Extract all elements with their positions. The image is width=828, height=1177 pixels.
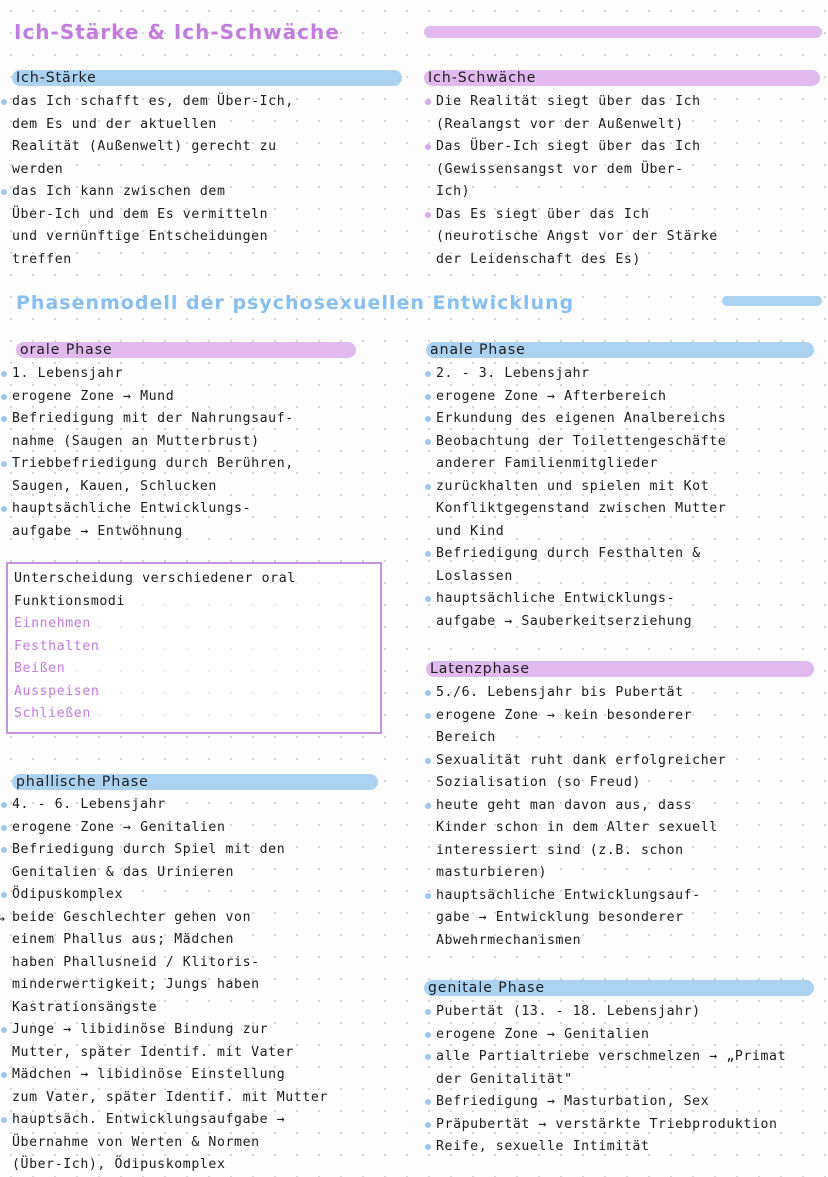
heading-orale-phase: orale Phase [16,342,356,358]
title2-underline-bar [722,296,822,306]
ich-schwaeche-line: (Gewissensangst vor dem Über- [436,161,684,177]
ich-schwaeche-line: Die Realität siegt über das Ich [424,91,718,114]
ich-staerke-line: und vernünftige Entscheidungen [12,229,269,244]
genitale-line: alle Partialtriebe verschmelzen → „Primat [424,1046,786,1069]
phallische-line: Ödipuskomplex [0,884,328,907]
orale-line: Saugen, Kauen, Schlucken [12,478,217,494]
phallische-line: minderwertigkeit; Jungs haben [12,977,260,992]
ich-staerke-line: dem Es und der aktuellen [12,116,217,132]
ich-staerke-line: werden [12,161,64,177]
phallische-line: haben Phallusneid / Klitoris- [12,954,260,970]
phallische-line: Mutter, später Identif. mit Vater [12,1044,294,1060]
anale-line: hauptsächliche Entwicklungs- [424,588,726,611]
anale-line: Beobachtung der Toilettengeschäfte [424,431,726,454]
latenz-line: gabe → Entwicklung besonderer [436,910,684,925]
ich-staerke-list [0,91,294,271]
ich-schwaeche-line: Ich) [436,184,471,199]
genitale-line: Befriedigung → Masturbation, Sex [424,1091,786,1114]
orale-line: erogene Zone → Mund [0,386,294,409]
phallische-line: einem Phallus aus; Mädchen [12,932,235,947]
latenz-line: interessiert sind (z.B. schon [436,842,684,858]
ich-staerke-line: das Ich schafft es, dem Über-Ich, [0,91,294,114]
anale-line: 2. - 3. Lebensjahr [424,363,726,386]
anale-line: Erkundung des eigenen Analbereichs [424,408,726,431]
anale-line: anderer Familienmitglieder [436,456,659,471]
ich-schwaeche-line: der Leidenschaft des Es) [436,251,641,267]
ich-staerke-line: das Ich kann zwischen dem [0,181,294,204]
phallische-line: Mädchen → libidinöse Einstellung [0,1064,328,1087]
ich-schwaeche-line: (neurotische Angst vor der Stärke [436,229,718,244]
latenz-line: Kinder schon in dem Alter sexuell [436,820,718,835]
latenz-line: erogene Zone → kein besonderer [424,705,726,728]
anale-phase-list [424,363,726,633]
heading-latenzphase: Latenzphase [426,661,814,677]
latenz-line: 5./6. Lebensjahr bis Pubertät [424,682,726,705]
ich-staerke-line: Über-Ich und dem Es vermitteln [12,206,269,222]
modus-item: Festhalten [14,638,100,654]
funktionsmodi-heading: Unterscheidung verschiedener oral [14,571,296,586]
ich-schwaeche-line: Das Es siegt über das Ich [424,204,718,227]
genitale-line: Reife, sexuelle Intimität [424,1136,786,1159]
genitale-line: erogene Zone → Genitalien [424,1024,786,1047]
modus-item: Ausspeisen [14,683,100,699]
anale-line: Befriedigung durch Festhalten & [424,543,726,566]
latenz-line: heute geht man davon aus, dass [424,795,726,818]
anale-line: und Kind [436,523,505,539]
anale-line: aufgabe → Sauberkeitserziehung [436,613,693,629]
ich-staerke-line: treffen [12,251,72,267]
orale-phase-list [0,363,294,543]
phallische-line: Junge → libidinöse Bindung zur [0,1019,328,1042]
anale-line: Loslassen [436,568,513,584]
page-title-phasenmodell: Phasenmodell der psychosexuellen Entwicklung [16,292,575,314]
phallische-line: (Über-Ich), Ödipuskomplex [12,1157,226,1172]
phallische-line: zum Vater, später Identif. mit Mutter [12,1089,328,1105]
funktionsmodi-heading-2: Funktionsmodi [14,593,126,609]
orale-line: Befriedigung mit der Nahrungsauf- [0,408,294,431]
genitale-line: Pubertät (13. - 18. Lebensjahr) [424,1001,786,1024]
latenz-line: Sexualität ruht dank erfolgreicher [424,750,726,773]
orale-line: nahme (Saugen an Mutterbrust) [12,433,260,449]
orale-line: Triebbefriedigung durch Berühren, [0,453,294,476]
latenzphase-list [424,682,726,952]
heading-ich-staerke: Ich-Stärke [12,70,402,86]
anale-line: Konfliktgegenstand zwischen Mutter [436,501,727,516]
phallische-line: ↳ beide Geschlechter gehen von [0,907,328,930]
phallische-line: hauptsäch. Entwicklungsaufgabe → [0,1109,328,1132]
phallische-line: 4. - 6. Lebensjahr [0,794,328,817]
latenz-line: Bereich [436,730,496,745]
modus-item: Beißen [14,661,66,676]
ich-schwaeche-list [424,91,718,271]
modus-item: Schließen [14,706,91,721]
anale-line: erogene Zone → Afterbereich [424,386,726,409]
funktionsmodi-box [6,562,382,734]
heading-ich-schwaeche: Ich-Schwäche [424,70,820,86]
heading-phallische-phase: phallische Phase [12,774,378,790]
genitale-line: Präpubertät → verstärkte Triebproduktion [424,1114,786,1137]
anale-line: zurückhalten und spielen mit Kot [424,476,726,499]
ich-schwaeche-line: Das Über-Ich siegt über das Ich [424,136,718,159]
latenz-line: Sozialisation (so Freud) [436,775,641,790]
ich-schwaeche-line: (Realangst vor der Außenwelt) [436,116,684,132]
orale-line: aufgabe → Entwöhnung [12,523,183,539]
latenz-line: masturbieren) [436,865,548,880]
orale-line: hauptsächliche Entwicklungs- [0,498,294,521]
heading-genitale-phase: genitale Phase [424,980,814,996]
phallische-line: Übernahme von Werten & Normen [12,1134,260,1150]
latenz-line: hauptsächliche Entwicklungsauf- [424,885,726,908]
phallische-line: erogene Zone → Genitalien [0,817,328,840]
heading-anale-phase: anale Phase [426,342,814,358]
phallische-line: Kastrationsängste [12,999,158,1015]
orale-line: 1. Lebensjahr [0,363,294,386]
ich-staerke-line: Realität (Außenwelt) gerecht zu [12,139,277,154]
latenz-line: Abwehrmechanismen [436,932,582,948]
title-underline-bar [424,26,822,38]
page-title-ich-staerke: Ich-Stärke & Ich-Schwäche [14,20,340,44]
modus-item: Einnehmen [14,616,91,631]
genitale-phase-list [424,1001,786,1159]
phallische-line: Befriedigung durch Spiel mit den [0,839,328,862]
genitale-line: der Genitalität" [436,1071,573,1087]
phallische-line: Genitalien & das Urinieren [12,864,235,880]
phallische-phase-list [0,794,328,1177]
